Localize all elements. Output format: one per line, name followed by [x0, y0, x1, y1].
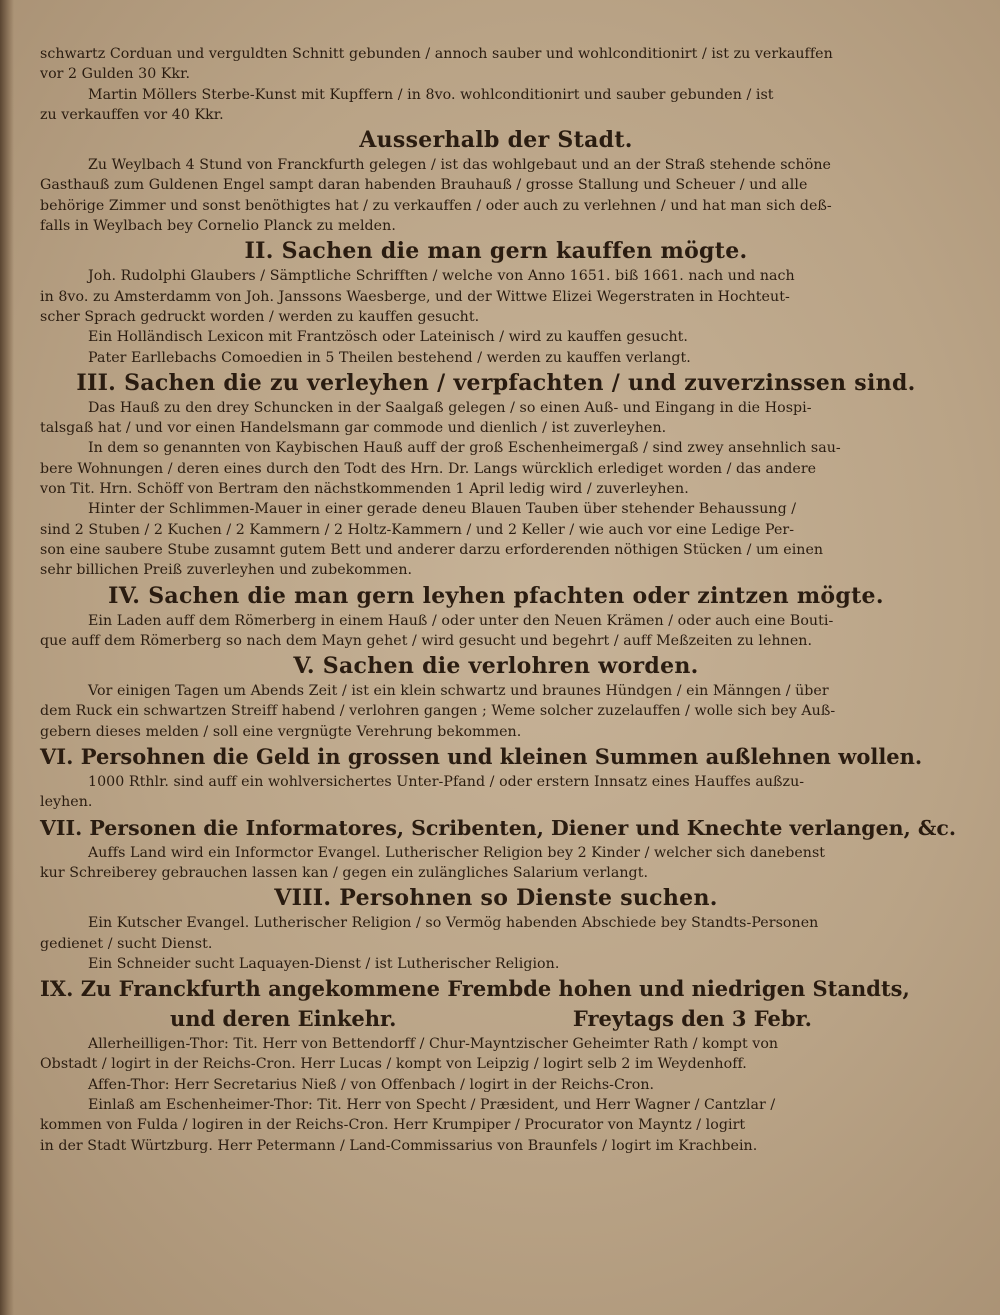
heading-section-4: IV. Sachen die man gern leyhen pfachten oder zintzen mögte.: [108, 582, 884, 609]
text-line: 1000 Rthlr. sind auff ein wohlversichertes Unter-Pfand / oder erstern Innsatz eines Hauffes außzu-: [88, 774, 805, 791]
text-line: Zu Weylbach 4 Stund von Franckfurth gelegen / ist das wohlgebaut und an der Straß stehende schöne: [88, 157, 831, 174]
text-line: Vor einigen Tagen um Abends Zeit / ist ein klein schwartz und braunes Hündgen / ein Männgen / über: [88, 683, 829, 700]
text-line: von Tit. Hrn. Schöff von Bertram den nächstkommenden 1 April ledig wird / zuverleyhen.: [40, 481, 689, 498]
text-line: Obstadt / logirt in der Reichs-Cron. Herr Lucas / kompt von Leipzig / logirt selb 2 im Weydenhoff.: [40, 1056, 747, 1073]
text-line: Ein Holländisch Lexicon mit Frantzösch oder Lateinisch / wird zu kauffen gesucht.: [88, 329, 688, 346]
text-line: Pater Earllebachs Comoedien in 5 Theilen bestehend / werden zu kauffen verlangt.: [88, 349, 691, 366]
heading-9-date: Freytags den 3 Febr.: [572, 1006, 812, 1032]
section-top: [40, 44, 952, 125]
text-line: leyhen.: [40, 794, 93, 811]
text-line: Ein Laden auff dem Römerberg in einem Hauß / oder unter den Neuen Krämen / oder auch eine Bouti-: [88, 612, 834, 629]
text-line: gebern dieses melden / soll eine vergnügte Verehrung bekommen.: [40, 723, 522, 740]
text-line: schwartz Corduan und verguldten Schnitt gebunden / annoch sauber und wohlconditionirt / ist zu verkauffen: [40, 46, 833, 62]
heading-section-3: III. Sachen die zu verleyhen / verpfachten / und zuverzinssen sind.: [76, 369, 916, 396]
heading-section-2: II. Sachen die man gern kauffen mögte.: [244, 238, 748, 265]
text-line: Ein Schneider sucht Laquayen-Dienst / ist Lutherischer Religion.: [88, 955, 560, 972]
text-line: gedienet / sucht Dienst.: [40, 935, 213, 952]
section-5: [40, 681, 952, 742]
text-line: Allerheilligen-Thor: Tit. Herr von Bettendorff / Chur-Mayntzischer Geheimter Rath / kompt von: [88, 1036, 779, 1053]
section-9: [40, 1034, 952, 1156]
text-line: behörige Zimmer und sonst benöthigtes hat / zu verkauffen / oder auch zu verlehnen / und hat man sich deß-: [40, 197, 832, 214]
section-3: [40, 398, 952, 581]
text-line: dem Ruck ein schwartzen Streiff habend / verlohren gangen ; Weme solcher zuzelauffen / wolle sich bey Auß-: [40, 703, 836, 720]
text-line: scher Sprach gedruckt worden / werden zu kauffen gesucht.: [40, 308, 480, 325]
heading-ausserhalb: Ausserhalb der Stadt.: [359, 127, 633, 154]
section-4: [40, 611, 952, 652]
text-line: Gasthauß zum Guldenen Engel sampt daran habenden Brauhauß / grosse Stallung und Scheuer / und alle: [40, 177, 808, 194]
text-line: vor 2 Gulden 30 Kkr.: [40, 66, 191, 83]
text-line: que auff dem Römerberg so nach dem Mayn gehet / wird gesucht und begehrt / auff Meßzeiten zu lehnen.: [40, 632, 813, 649]
text-line: Das Hauß zu den drey Schuncken in der Saalgaß gelegen / so einen Auß- und Eingang in die Hospi-: [88, 399, 812, 416]
text-line: zu verkauffen vor 40 Kkr.: [40, 106, 224, 123]
section-ausserhalb: [40, 155, 952, 236]
section-6: [40, 772, 952, 813]
heading-section-9-row2: [40, 1004, 952, 1034]
text-line: son eine saubere Stube zusamnt gutem Bett und anderer darzu erforderenden nöthigen Stücken / um einen: [40, 541, 824, 558]
text-line: kommen von Fulda / logiren in der Reichs-Cron. Herr Krumpiper / Procurator von Mayntz / logirt: [40, 1117, 746, 1134]
heading-section-8: VIII. Persohnen so Dienste suchen.: [274, 885, 718, 912]
text-line: Ein Kutscher Evangel. Lutherischer Religion / so Vermög habenden Abschiede bey Standts-Personen: [88, 915, 819, 932]
text-line: sehr billichen Preiß zuverleyhen und zubekommen.: [40, 562, 413, 579]
text-line: bere Wohnungen / deren eines durch den Todt des Hrn. Dr. Langs würcklich erlediget worden / das andere: [40, 460, 817, 477]
text-line: talsgaß hat / und vor einen Handelsmann gar commode und dienlich / ist zuverleyhen.: [40, 420, 667, 437]
heading-section-6: VI. Persohnen die Geld in grossen und kleinen Summen außlehnen wollen.: [40, 744, 923, 770]
text-line: in 8vo. zu Amsterdamm von Joh. Janssons Waesberge, und der Wittwe Elizei Wegerstraten in Hochteut-: [40, 288, 790, 305]
heading-section-9: IX. Zu Franckfurth angekommene Frembde hohen und niedrigen Standts,: [40, 976, 910, 1002]
heading-9-subtitle: und deren Einkehr.: [170, 1006, 397, 1032]
section-7: [40, 843, 952, 884]
text-line: Joh. Rudolphi Glaubers / Sämptliche Schrifften / welche von Anno 1651. biß 1661. nach und nach: [88, 268, 795, 285]
text-line: sind 2 Stuben / 2 Kuchen / 2 Kammern / 2 Holtz-Kammern / und 2 Keller / wie auch vor eine Ledige Per-: [40, 521, 795, 538]
text-line: in der Stadt Würtzburg. Herr Petermann / Land-Commissarius von Braunfels / logirt im Krachbein.: [40, 1137, 758, 1154]
text-line: Martin Möllers Sterbe-Kunst mit Kupffern / in 8vo. wohlconditionirt und sauber gebunden / ist: [88, 86, 774, 103]
text-line: In dem so genannten von Kaybischen Hauß auff der groß Eschenheimergaß / sind zwey ansehnlich sau-: [88, 440, 841, 457]
text-line: Affen-Thor: Herr Secretarius Nieß / von Offenbach / logirt in der Reichs-Cron.: [88, 1076, 655, 1093]
text-line: Hinter der Schlimmen-Mauer in einer gerade deneu Blauen Tauben über stehender Behaussung /: [88, 501, 797, 518]
section-2: [40, 266, 952, 367]
text-line: Einlaß am Eschenheimer-Thor: Tit. Herr von Specht / Præsident, und Herr Wagner / Cantzlar /: [88, 1096, 776, 1113]
text-line: kur Schreiberey gebrauchen lassen kan / gegen ein zulängliches Salarium verlangt.: [40, 864, 649, 881]
text-line: Auffs Land wird ein Informctor Evangel. Lutherischer Religion bey 2 Kinder / welcher sich danebenst: [88, 844, 826, 861]
text-line: falls in Weylbach bey Cornelio Planck zu melden.: [40, 218, 396, 235]
heading-section-5: V. Sachen die verlohren worden.: [293, 653, 699, 680]
page-spine-shadow: [0, 0, 14, 1315]
heading-section-7: VII. Personen die Informatores, Scribenten, Diener und Knechte verlangen, &c.: [40, 815, 956, 840]
section-8: [40, 913, 952, 974]
